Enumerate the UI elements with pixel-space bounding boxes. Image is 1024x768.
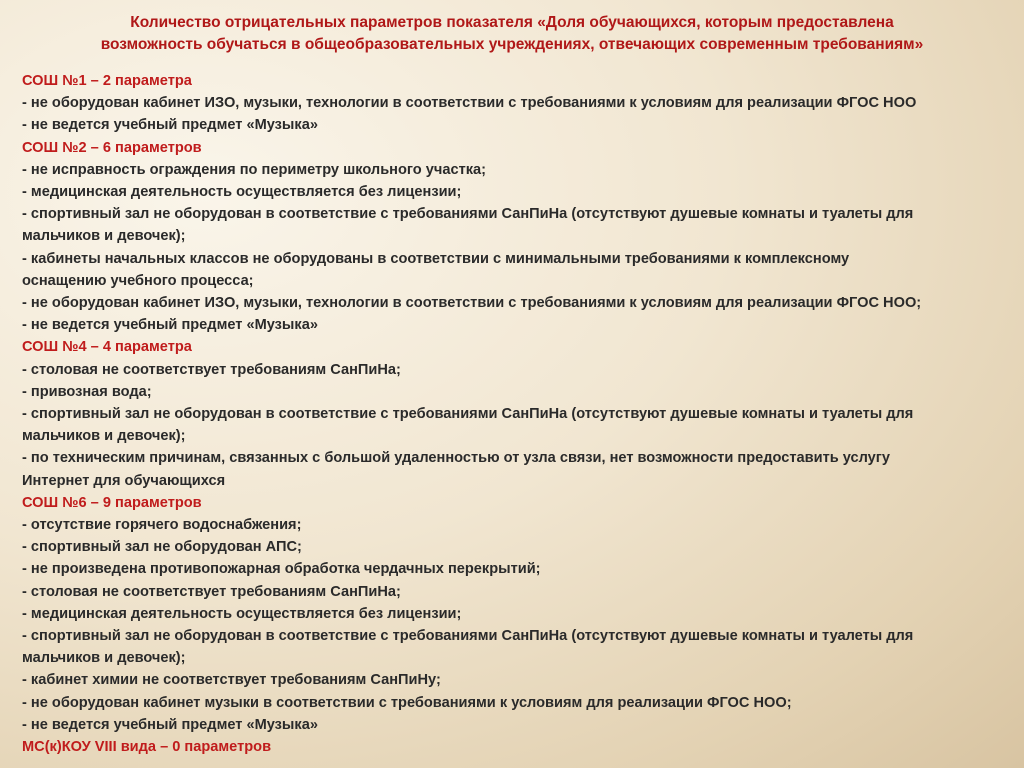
list-item: - спортивный зал не оборудован в соответствие с требованиями СанПиНа (отсутствуют душевые комнаты и туалеты для [22,206,914,223]
list-item: - не ведется учебный предмет «Музыка» [22,117,318,134]
list-item: - медицинская деятельность осуществляется без лицензии; [22,184,462,201]
list-item: мальчиков и девочек); [22,650,186,667]
list-item: - столовая не соответствует требованиям СанПиНа; [22,583,401,600]
content-body [22,70,1018,758]
list-item: - спортивный зал не оборудован в соответствие с требованиями СанПиНа (отсутствуют душевые комнаты и туалеты для [22,628,914,645]
section-heading: СОШ №6 – 9 параметров [22,494,202,511]
list-item: - кабинет химии не соответствует требованиям СанПиНу; [22,672,441,689]
list-item: - спортивный зал не оборудован АПС; [22,539,302,556]
list-item: - по техническим причинам, связанных с большой удаленностью от узла связи, нет возможности предоставить услугу [22,450,890,467]
slide-title [40,12,984,56]
list-item: - не ведется учебный предмет «Музыка» [22,317,318,334]
list-item: мальчиков и девочек); [22,428,186,445]
list-item: - не исправность ограждения по периметру школьного участка; [22,161,486,178]
list-item: - отсутствие горячего водоснабжения; [22,517,302,534]
section-heading: СОШ №1 – 2 параметра [22,73,192,89]
list-item: - медицинская деятельность осуществляется без лицензии; [22,605,462,622]
list-item: мальчиков и девочек); [22,228,186,245]
list-item: - кабинеты начальных классов не оборудованы в соответствии с минимальными требованиями к комплексному [22,250,850,267]
list-item: - не оборудован кабинет ИЗО, музыки, технологии в соответствии с требованиями к условиям для реализации ФГОС НОО; [22,295,922,312]
section-heading: МС(к)КОУ VIII вида – 0 параметров [22,739,272,756]
list-item: - привозная вода; [22,383,152,400]
title-line: возможность обучаться в общеобразовательных учреждениях, отвечающих современным требованиям» [100,36,924,53]
list-item: - не произведена противопожарная обработка чердачных перекрытий; [22,561,541,578]
list-item: - не ведется учебный предмет «Музыка» [22,716,318,733]
list-item: - спортивный зал не оборудован в соответствие с требованиями СанПиНа (отсутствуют душевые комнаты и туалеты для [22,406,914,423]
section-heading: СОШ №4 – 4 параметра [22,339,192,356]
title-line: Количество отрицательных параметров показателя «Доля обучающихся, которым предоставлена [130,14,894,31]
list-item: оснащению учебного процесса; [22,272,254,289]
list-item: - не оборудован кабинет музыки в соответствии с требованиями к условиям для реализации ФГОС НОО; [22,694,792,711]
list-item: - столовая не соответствует требованиям СанПиНа; [22,361,401,378]
list-item: - не оборудован кабинет ИЗО, музыки, технологии в соответствии с требованиями к условиям для реализации ФГОС НОО [22,95,917,112]
section-heading: СОШ №2 – 6 параметров [22,139,202,156]
list-item: Интернет для обучающихся [22,472,226,489]
